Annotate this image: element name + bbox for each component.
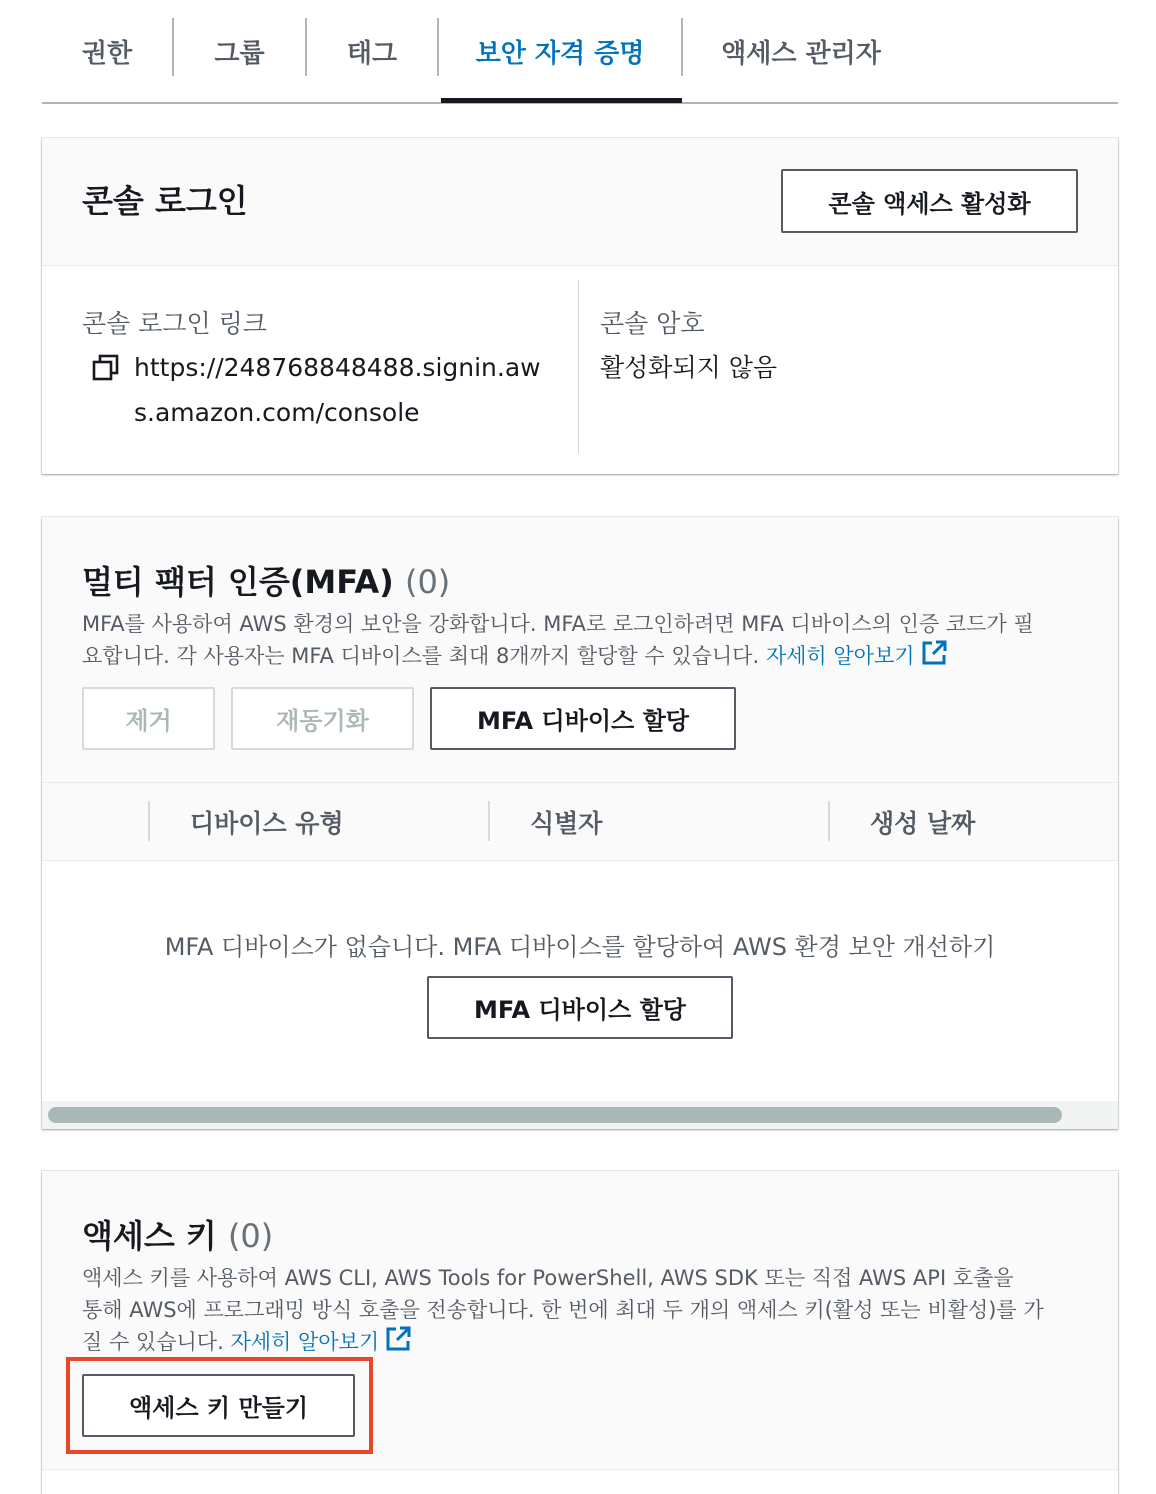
column-divider: [148, 801, 150, 841]
mfa-description-line2: [82, 640, 1082, 675]
tab-bar: [42, 0, 1118, 104]
access-keys-description: [82, 1262, 1092, 1361]
copy-icon[interactable]: [92, 354, 120, 382]
remove-mfa-button[interactable]: 제거: [82, 687, 215, 750]
access-keys-title: [82, 1211, 273, 1257]
tab-security-credentials[interactable]: 보안 자격 증명: [475, 38, 645, 69]
console-login-panel: [42, 138, 1118, 474]
console-login-link-label: 콘솔 로그인 링크: [82, 309, 267, 338]
external-link-icon[interactable]: [921, 640, 947, 675]
access-keys-description-line1: 액세스 키를 사용하여 AWS CLI, AWS Tools for PowerShell, AWS SDK 또는 직접 AWS API 호출을: [82, 1266, 1014, 1290]
mfa-panel: [42, 517, 1118, 1129]
enable-console-access-button[interactable]: 콘솔 액세스 활성화: [781, 169, 1078, 233]
assign-mfa-device-button[interactable]: MFA 디바이스 할당: [430, 687, 736, 750]
access-keys-description-line3: [82, 1326, 1092, 1361]
access-keys-description-line2: 통해 AWS에 프로그래밍 방식 호출을 전송합니다. 한 번에 최대 두 개의 액세스 키(활성 또는 비활성)를 가: [82, 1298, 1044, 1322]
tab-tags[interactable]: 태그: [346, 38, 398, 69]
tab-active-indicator: [441, 98, 682, 103]
access-keys-count: (0): [227, 1217, 274, 1255]
horizontal-scrollbar-thumb[interactable]: [48, 1107, 1062, 1123]
access-keys-header: [42, 1171, 1118, 1470]
mfa-title-text: 멀티 팩터 인증(MFA): [82, 563, 394, 601]
access-keys-learn-more-link[interactable]: 자세히 알아보기: [230, 1330, 380, 1354]
column-divider: [828, 801, 830, 841]
tab-permissions[interactable]: 권한: [81, 38, 133, 69]
console-password-value: 활성화되지 않음: [600, 353, 777, 382]
resync-mfa-button[interactable]: 재동기화: [231, 687, 414, 750]
horizontal-scrollbar-track[interactable]: [42, 1101, 1118, 1129]
column-header-identifier[interactable]: 식별자: [530, 809, 603, 838]
access-keys-description-line3-text: 질 수 있습니다.: [82, 1330, 224, 1354]
mfa-description-line1: MFA를 사용하여 AWS 환경의 보안을 강화합니다. MFA로 로그인하려면 MFA 디바이스의 인증 코드가 필: [82, 612, 1034, 636]
column-header-device-type[interactable]: 디바이스 유형: [190, 809, 344, 838]
console-login-header: [42, 138, 1118, 266]
mfa-learn-more-link[interactable]: 자세히 알아보기: [765, 644, 915, 668]
mfa-description-line2-text: 요합니다. 각 사용자는 MFA 디바이스를 최대 8개까지 할당할 수 있습니다.: [82, 644, 760, 668]
tab-groups[interactable]: 그룹: [214, 38, 265, 69]
create-access-key-button[interactable]: 액세스 키 만들기: [82, 1374, 355, 1437]
mfa-table-header: [42, 783, 1118, 861]
console-login-link-line1[interactable]: https://248768848488.signin.aw: [134, 353, 541, 382]
access-keys-title-text: 액세스 키: [82, 1217, 217, 1255]
tab-access-advisor[interactable]: 액세스 관리자: [721, 38, 881, 69]
console-login-title: 콘솔 로그인: [82, 182, 248, 220]
external-link-icon[interactable]: [385, 1326, 411, 1361]
mfa-title: [82, 557, 450, 603]
mfa-description: [82, 608, 1082, 675]
column-header-created-date[interactable]: 생성 날짜: [870, 809, 976, 838]
console-password-label: 콘솔 암호: [600, 309, 705, 338]
mfa-empty-message: MFA 디바이스가 없습니다. MFA 디바이스를 할당하여 AWS 환경 보안 개선하기: [164, 933, 996, 961]
mfa-header: [42, 517, 1118, 783]
column-divider: [578, 280, 579, 454]
empty-assign-mfa-device-button[interactable]: MFA 디바이스 할당: [427, 976, 733, 1039]
mfa-count: (0): [404, 563, 451, 601]
column-divider: [488, 801, 490, 841]
console-login-link-line2[interactable]: s.amazon.com/console: [134, 398, 420, 427]
access-keys-panel: [42, 1171, 1118, 1494]
